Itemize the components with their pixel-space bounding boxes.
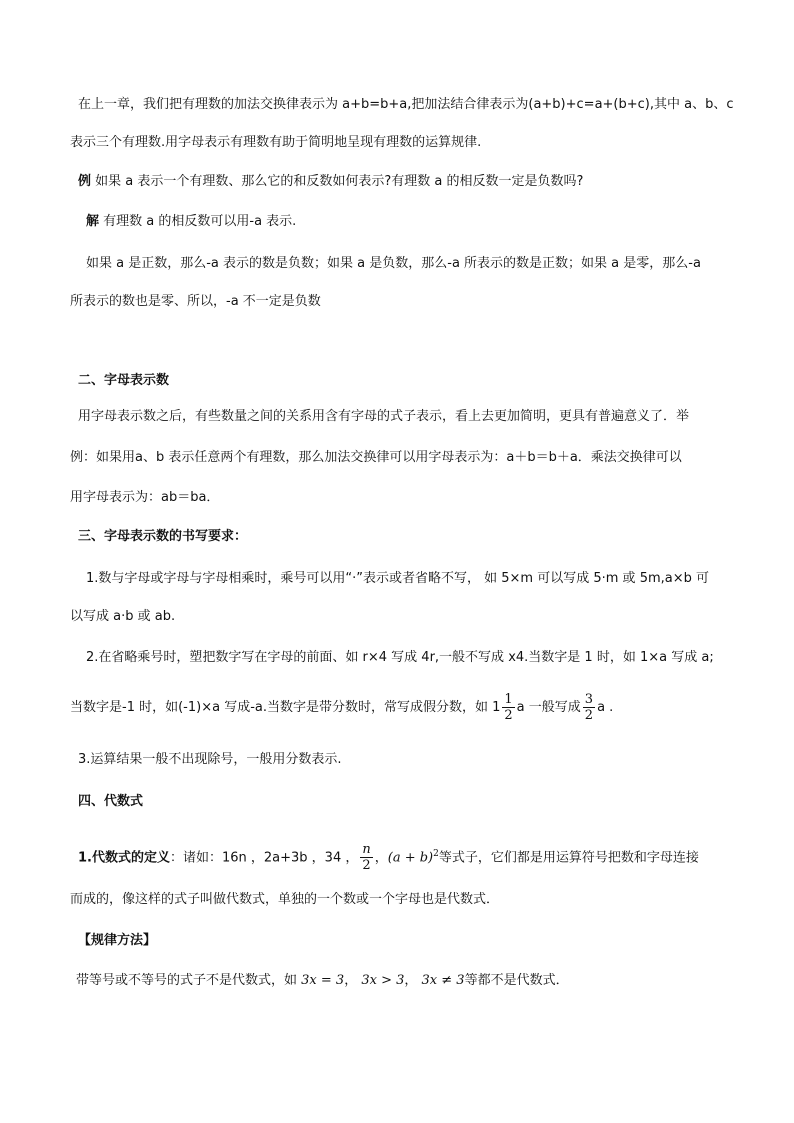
rule-2-text-b: a 一般写成 <box>516 700 581 715</box>
method-sep-1: ， <box>344 973 358 988</box>
fraction-n-over-2 <box>360 842 372 873</box>
method-heading: 【规律方法】 <box>78 933 157 948</box>
section-heading-2: 二、字母表示数 <box>78 373 170 388</box>
paragraph-negative-line-2: 所表示的数也是零、所以，-a 不一定是负数 <box>70 294 321 309</box>
section-heading-4: 四、代数式 <box>78 794 144 809</box>
fraction-denominator: 2 <box>584 708 594 723</box>
rule-2-text-c: a . <box>597 700 614 715</box>
definition-line-2: 而成的，像这样的式子叫做代数式，单独的一个数或一个字母也是代数式． <box>70 892 500 907</box>
fraction-one-half <box>502 692 514 723</box>
definition-line-1 <box>78 836 699 876</box>
fraction-denominator: 2 <box>504 708 513 723</box>
section-heading-3: 三、字母表示数的书写要求： <box>78 529 248 544</box>
rule-1-line-2: 以写成 a·b 或 ab. <box>70 609 176 624</box>
method-expr-2: 3x > 3 <box>361 973 405 988</box>
method-expr-1: 3x = 3 <box>301 973 345 988</box>
rule-3: 3.运算结果一般不出现除号，一般用分数表示. <box>78 752 342 767</box>
method-sep-2: ， <box>404 973 418 988</box>
definition-text-a: ：诸如：16n ，2a+3b ，34 ， <box>169 850 359 866</box>
paragraph-letters-line-3: 用字母表示为：ab＝ba． <box>70 490 220 505</box>
method-expr-3: 3x ≠ 3 <box>421 973 465 988</box>
definition-label: 1.代数式的定义 <box>78 850 170 866</box>
example-label: 例 <box>78 174 92 189</box>
fraction-denominator: 2 <box>362 858 371 874</box>
method-line <box>76 972 569 990</box>
example-line <box>78 173 583 191</box>
definition-exponent: 2 <box>433 849 439 859</box>
definition-text-c: 等式子，它们都是用运算符号把数和字母连接 <box>438 850 699 866</box>
method-text-a: 带等号或不等号的式子不是代数式，如 <box>76 973 298 988</box>
fraction-numerator: n <box>362 842 371 858</box>
solution-label: 解 <box>86 214 100 229</box>
rule-2-line-1: 2.在省略乘号时，塑把数字写在字母的前面、如 r×4 写成 4r,一般不写成 x4.当数字是 1 时，如 1×a 写成 a; <box>86 650 714 665</box>
fraction-three-halves <box>583 692 595 723</box>
solution-line <box>86 213 296 231</box>
rule-1-line-1: 1.数与字母或字母与字母相乘时，乘号可以用“·”表示或者省略不写， 如 5×m 可以写成 5·m 或 5m,a×b 可 <box>86 571 710 586</box>
rule-2-text-a: 当数字是-1 时，如(-1)×a 写成-a.当数字是带分数时，常写成假分数，如 1 <box>70 700 501 715</box>
fraction-numerator: 1 <box>504 692 513 707</box>
paragraph-negative-line-1: 如果 a 是正数，那么-a 表示的数是负数；如果 a 是负数，那么-a 所表示的数是正数；如果 a 是零，那么-a <box>86 256 701 271</box>
rule-2-line-2 <box>70 690 613 726</box>
paragraph-letters-line-2: 例：如果用a、b 表示任意两个有理数，那么加法交换律可以用字母表示为：a＋b＝b＋a．乘法交换律可以 <box>70 450 682 465</box>
solution-text: 有理数 a 的相反数可以用-a 表示. <box>103 214 297 229</box>
paragraph-intro-line-1: 在上一章，我们把有理数的加法交换律表示为 a+b=b+a,把加法结合律表示为(a+b)+c=a+(b+c),其中 a、b、c <box>78 97 734 112</box>
method-text-b: 等都不是代数式． <box>464 973 569 988</box>
definition-sep: ， <box>374 850 388 866</box>
fraction-numerator: 3 <box>584 692 594 707</box>
example-text: 如果 a 表示一个有理数、那么它的和反数如何表示?有理数 a 的相反数一定是负数吗? <box>95 174 584 189</box>
definition-expression: (a + b) <box>387 850 434 866</box>
paragraph-intro-line-2: 表示三个有理数.用字母表示有理数有助于简明地呈现有理数的运算规律. <box>70 135 482 150</box>
paragraph-letters-line-1: 用字母表示数之后，有些数量之间的关系用含有字母的式子表示，看上去更加简明，更具有普遍意义了．举 <box>78 409 690 424</box>
